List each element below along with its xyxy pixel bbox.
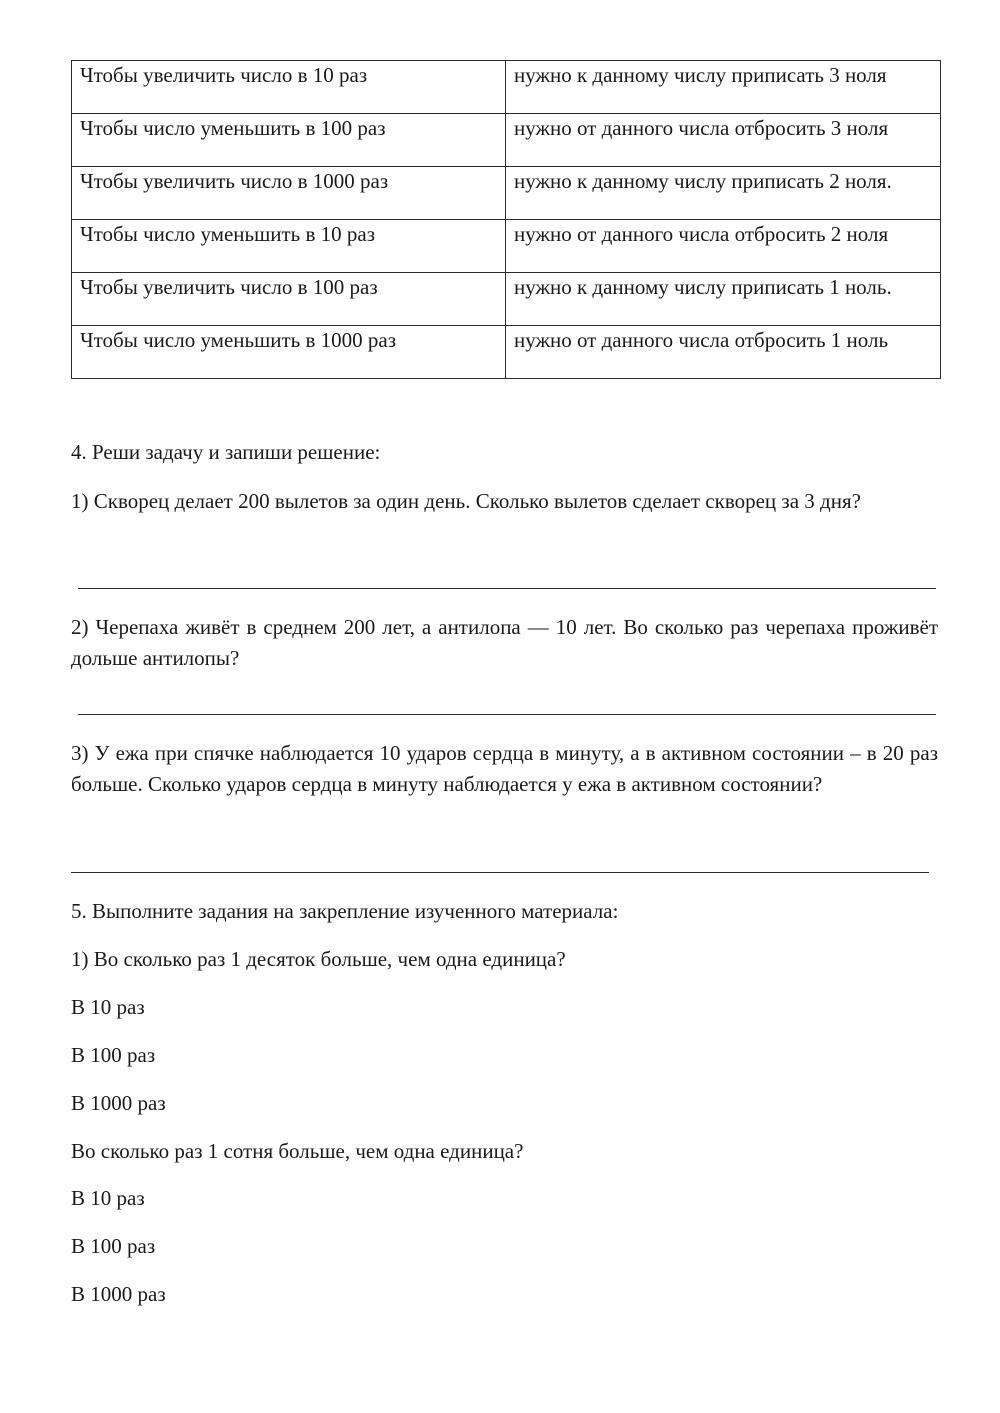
rule-condition: Чтобы число уменьшить в 1000 раз: [72, 326, 506, 379]
table-row: [72, 167, 941, 220]
table-row: [72, 114, 941, 167]
table-row: [72, 220, 941, 273]
task-3-answer-line[interactable]: [71, 872, 929, 873]
task-2-answer-line[interactable]: [78, 714, 936, 715]
rule-action: нужно от данного числа отбросить 2 ноля: [506, 220, 941, 273]
task-3-text: 3) У ежа при спячке наблюдается 10 ударов сердца в минуту, а в активном состоянии – в 20 раз больше. Сколько ударов сердца в минуту наблюдается у ежа в активном состоянии?: [71, 741, 938, 796]
task-1-answer-line[interactable]: [78, 588, 936, 589]
rule-action: нужно от данного числа отбросить 3 ноля: [506, 114, 941, 167]
question-2-text: Во сколько раз 1 сотня больше, чем одна единица?: [71, 1139, 524, 1163]
section-5-heading: 5. Выполните задания на закрепление изученного материала:: [71, 899, 619, 923]
table-row: [72, 61, 941, 114]
table-row: [72, 326, 941, 379]
rule-condition: Чтобы число уменьшить в 100 раз: [72, 114, 506, 167]
question-1-option[interactable]: В 100 раз: [71, 1043, 156, 1067]
rule-condition: Чтобы увеличить число в 10 раз: [72, 61, 506, 114]
task-2-text: 2) Черепаха живёт в среднем 200 лет, а антилопа — 10 лет. Во сколько раз черепаха проживёт дольше антилопы?: [71, 615, 938, 670]
rule-action: нужно к данному числу приписать 1 ноль.: [506, 273, 941, 326]
rule-action: нужно к данному числу приписать 3 ноля: [506, 61, 941, 114]
question-1-text: 1) Во сколько раз 1 десяток больше, чем одна единица?: [71, 947, 566, 971]
rule-action: нужно от данного числа отбросить 1 ноль: [506, 326, 941, 379]
question-2-option[interactable]: В 10 раз: [71, 1186, 145, 1210]
rule-condition: Чтобы число уменьшить в 10 раз: [72, 220, 506, 273]
task-1-text: 1) Скворец делает 200 вылетов за один день. Сколько вылетов сделает скворец за 3 дня?: [71, 489, 861, 513]
section-4-heading: 4. Реши задачу и запиши решение:: [71, 440, 381, 464]
question-1-option[interactable]: В 10 раз: [71, 995, 145, 1019]
rule-action: нужно к данному числу приписать 2 ноля.: [506, 167, 941, 220]
question-2-option[interactable]: В 1000 раз: [71, 1282, 166, 1306]
rule-condition: Чтобы увеличить число в 1000 раз: [72, 167, 506, 220]
rule-condition: Чтобы увеличить число в 100 раз: [72, 273, 506, 326]
table-row: [72, 273, 941, 326]
question-2-option[interactable]: В 100 раз: [71, 1234, 156, 1258]
rules-table: [71, 60, 941, 379]
question-1-option[interactable]: В 1000 раз: [71, 1091, 166, 1115]
